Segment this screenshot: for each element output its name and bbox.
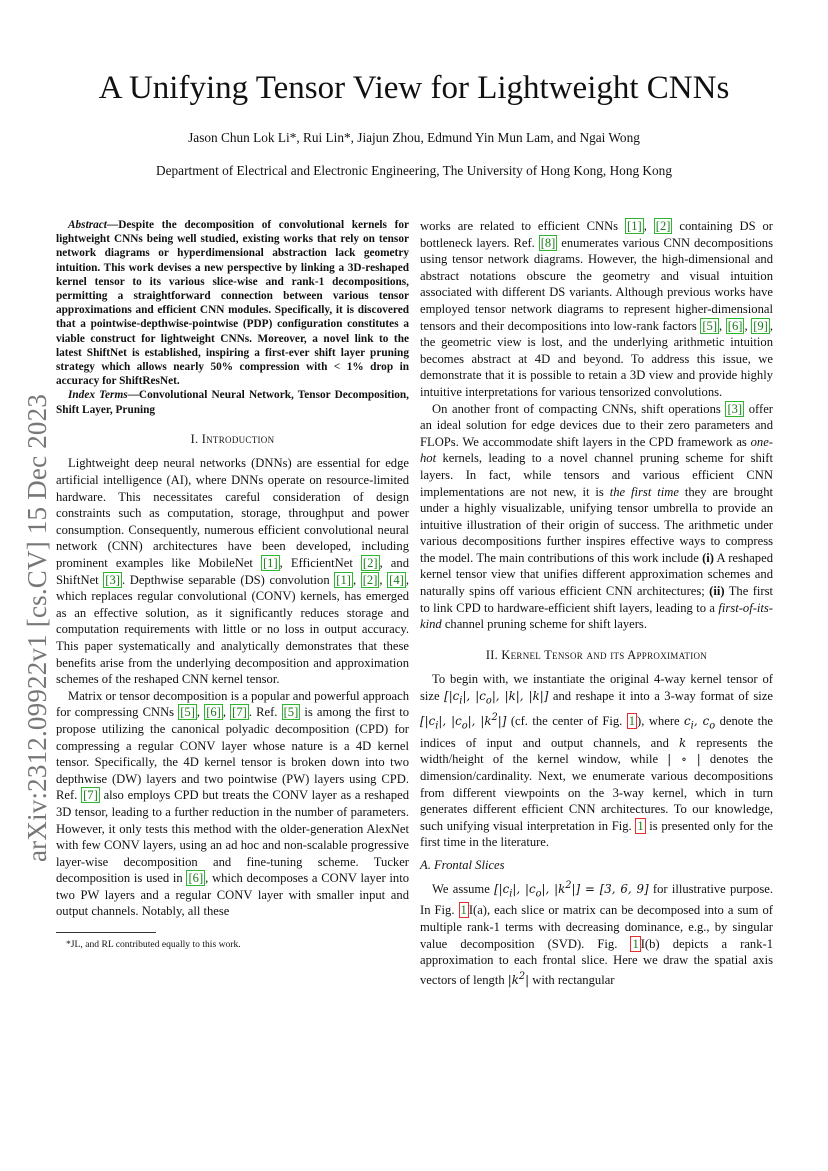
citation-link[interactable]: [3]: [105, 572, 120, 587]
index-terms-label: Index Terms: [68, 389, 128, 402]
citation-link[interactable]: [5]: [702, 318, 718, 333]
section-title: Kernel Tensor and its Approximation: [501, 647, 708, 662]
figure-link[interactable]: 1: [632, 936, 639, 951]
subsection-heading-frontal-slices: A. Frontal Slices: [420, 858, 505, 873]
section-title: Introduction: [201, 431, 275, 446]
affiliation: Department of Electrical and Electronic Engineering, The University of Hong Kong, Hong Kong: [156, 163, 672, 178]
citation-link[interactable]: [4]: [389, 572, 404, 587]
citation-link[interactable]: [9]: [753, 318, 768, 333]
citation-link[interactable]: [6]: [727, 318, 743, 333]
index-terms: [56, 388, 409, 416]
citation-link[interactable]: [6]: [188, 871, 204, 886]
citation-link[interactable]: [7]: [83, 788, 98, 803]
arxiv-stamp: arXiv:2312.09922v1 [cs.CV] 15 Dec 2023: [22, 393, 52, 862]
index-terms-text: —Convolutional Neural Network, Tensor Decomposition, Shift Layer, Pruning: [56, 389, 409, 416]
citation-link[interactable]: [5]: [180, 705, 195, 720]
citation-link[interactable]: [1]: [262, 556, 278, 570]
intro-paragraph-4: On another front of compacting CNNs, shift operations [3] offer an ideal solution for edge devices due to their zero parameters and FLOPs. We accommodate shift layers in the CPD framework as one-hot kernels, leading to a novel channel pruning scheme for shift layers. In fact, while tensors and various efficient CNN implementations are not new, it is the first time they are brought under a highly visualizable, unifying tensor umbrella to provide an intuitive illustration of their origin of success. The arithmetic under various decompositions further inspires effective ways to compress the model. The main contributions of this work include (i) A reshaped kernel tensor view that unifies different approximation schemes and naturally spins off various efficient CNN architectures; (ii) The first to link CPD to hardware-efficient shift layers, leading to a first-of-its-kind channel pruning scheme for shift layers.: [420, 401, 773, 632]
right-column: [420, 218, 773, 988]
abstract: [56, 218, 409, 388]
intro-paragraph-3: works are related to efficient CNNs [1] , [2] containing DS or bottleneck layers. Ref. [8] enumerates various CNN decompositions using tensor network diagrams. However, the high-dimensional and abstract notations obscure the geometry and visual intuition associated with different DS variants. Although previous works have employed tensor network diagrams to represent higher-dimensional tensors and their decompositions into low-rank factors [5] , [6] , [9] , the geometric view is lost, and the underlying arithmetic intuition becomes abstract at 4D and beyond. To address this issue, we demonstrate that it is possible to retain a 3D view and provide highly intuitive interpretations for various tensorized convolutions.: [420, 219, 774, 399]
section-heading-kernel-tensor: [420, 647, 773, 664]
citation-link[interactable]: [5]: [283, 705, 299, 720]
left-column: [56, 218, 409, 951]
figure-link[interactable]: 1: [460, 903, 467, 918]
frontal-paragraph-1: We assume [$|c_i|$, $|c_o|$, $|k^2|] = [3$, 6, 9] for illustrative purpose. In Fig. 1 I(a), each slice or matrix can be decomposed into a sum of multiple rank-1 terms with decreasing dominance, e.g., by singular value decomposition (SVD). Fig. 1 I(b) depicts a rank-1 approximation to each frontal slice. Here we draw the spatial axis vectors of length $|k^2|$ with rectangular: [420, 879, 773, 987]
citation-link[interactable]: [6]: [206, 705, 221, 720]
section-number: I.: [190, 431, 202, 446]
abstract-label: Abstract: [68, 219, 107, 231]
citation-link[interactable]: [7]: [232, 705, 247, 720]
intro-paragraph-1: Lightweight deep neural networks (DNNs) are essential for edge artificial intelligence (AI), where DNNs operate on resource-limited hardware. This necessitates careful consideration of design constraints such as computation, storage, throughput and power consumption. Consequently, numerous efficient convolutional neural network (CNN) architectures have been developed, including prominent examples like MobileNet [1] , EfficientNet [2] , and ShiftNet [3] . Depthwise separable (DS) convolution [1] , [2] , [4] , which replaces regular convolutional (CONV) kernels, has emerged as an effective solution, as it significantly reduces storage and computation requirements with little or no loss in output accuracy. This paper systematically and analytically demonstrates that these benefits arise from the underlying decomposition and approximation schemes of the reshaped CNN kernel tensor.: [56, 456, 410, 687]
citation-link[interactable]: [8]: [540, 235, 556, 250]
kernel-paragraph-1: To begin with, we instantiate the original 4-way kernel tensor of size [$|c_i|$, $|c_o|$, |k|, |k|] and reshape it into a 3-way format of size [$|c_i|$, $|c_o|$, $|k^2|$] (cf. the center of Fig. 1 ), where $c_i$, $c_o$ denote the indices of input and output channels, and k represents the width/height of the kernel window, while | ∘ | denotes the dimension/cardinality. Next, we enumerate various decompositions from different viewpoints on the 3-way kernel, which in turn generates different efficient CNN architectures. To our knowledge, such unifying visual interpretation in Fig. 1 is presented only for the first time in the literature.: [420, 672, 774, 850]
section-heading-introduction: [56, 431, 409, 448]
figure-link[interactable]: 1: [628, 713, 636, 728]
section-number: II.: [485, 647, 502, 662]
citation-link[interactable]: [2]: [655, 219, 671, 233]
citation-link[interactable]: [2]: [362, 556, 378, 570]
citation-link[interactable]: [1]: [627, 219, 642, 233]
abstract-text: —Despite the decomposition of convolutional kernels for lightweight CNNs being well studied, existing works that rely on tensor network diagrams or hyperdimensional abstraction lack geometry intuition. This work devises a new perspective by linking a 3D-reshaped kernel tensor to its various slice-wise and rank-1 decompositions, permitting a straightforward connection between various tensor approximations and efficient CNN modules. Specifically, it is discovered that a pointwise-depthwise-pointwise (PDP) configuration constitutes a viable construct for lightweight CNNs. Moreover, a novel link to the latest ShiftNet is established, inspiring a first-ever shift layer pruning strategy which allows nearly 50% compression with < 1% drop in accuracy for ShiftResNet.: [56, 219, 409, 388]
citation-link[interactable]: [1]: [336, 572, 351, 587]
footnote: *JL, and RL contributed equally to this work.: [66, 939, 241, 951]
citation-link[interactable]: [2]: [362, 572, 378, 587]
paper-title: A Unifying Tensor View for Lightweight CNNs: [98, 70, 730, 106]
figure-link[interactable]: 1: [637, 818, 644, 833]
author-list: Jason Chun Lok Li*, Rui Lin*, Jiajun Zhou, Edmund Yin Mun Lam, and Ngai Wong: [188, 130, 640, 145]
footnote-rule: [56, 932, 156, 933]
intro-paragraph-2: Matrix or tensor decomposition is a popular and powerful approach for compressing CNNs [5] , [6] , [7] . Ref. [5] is among the first to propose utilizing the canonical polyadic decomposition (CPD) for compressing a regular CONV layer whose nature is a 4D kernel tensor. Specifically, the 4D kernel tensor is broken down into two depthwise (DW) layers and two pointwise (PW) layers using CPD. Ref. [7] also employs CPD but treats the CONV layer as a reshaped 3D tensor, leading to a further reduction in the number of parameters. However, it only tests this method with the older-generation AlexNet with few CONV layers, using an ad hoc and non-scalable progressive layer-wise decomposition and fine-tuning scheme. Tucker decomposition is used in [6] , which decomposes a CONV layer into two PW layers and a regular CONV layer with smaller input and output channels. Notably, all these: [56, 688, 410, 919]
citation-link[interactable]: [3]: [727, 401, 743, 416]
